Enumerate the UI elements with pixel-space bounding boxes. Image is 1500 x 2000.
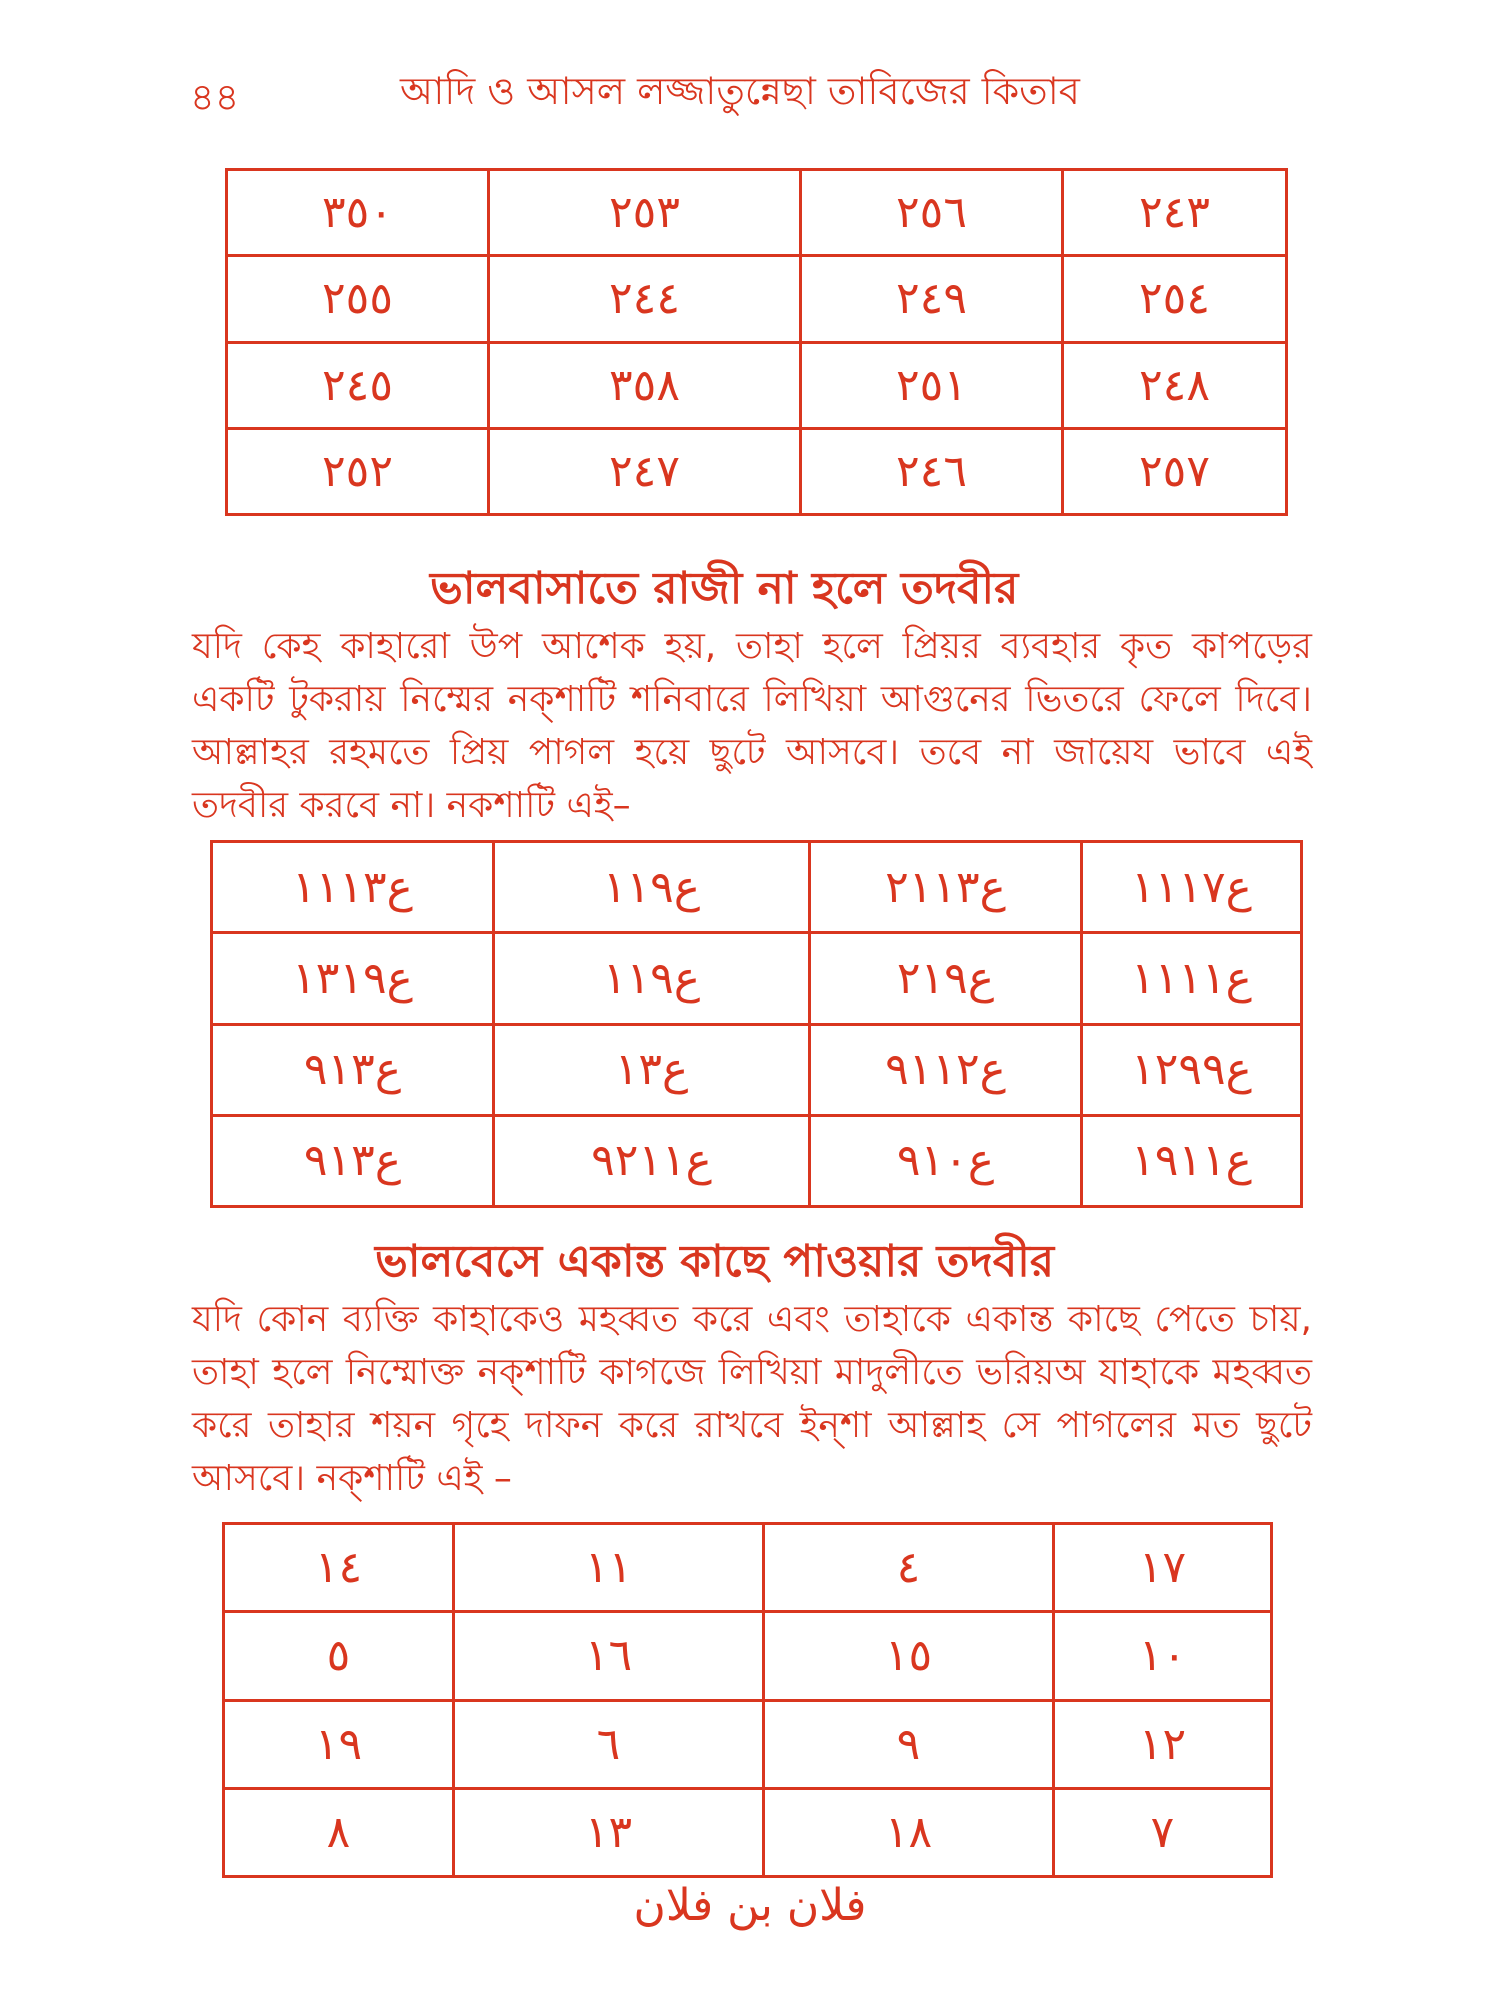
table-row: [212, 1115, 1302, 1206]
table-row: [224, 1788, 1272, 1876]
table-row: [227, 342, 1287, 428]
table-row: [212, 1024, 1302, 1115]
table-cell: ع١٢٩٩: [1082, 1024, 1302, 1115]
table-cell: ١٤: [224, 1524, 454, 1612]
table-cell: ع١١٩: [494, 842, 810, 933]
table-row: [227, 256, 1287, 342]
page-number: ৪৪: [190, 75, 240, 119]
table-cell: ٤: [764, 1524, 1054, 1612]
table-cell: ١٥: [764, 1612, 1054, 1700]
table-cell: ٢٤٤: [489, 256, 801, 342]
table-cell: ع٩١٣: [212, 1024, 494, 1115]
table-row: [212, 933, 1302, 1024]
table-cell: ٢٥٣: [489, 170, 801, 256]
table-cell: ١٦: [454, 1612, 764, 1700]
table-cell: ١٧: [1054, 1524, 1272, 1612]
table-row: [224, 1700, 1272, 1788]
table-cell: ٨: [224, 1788, 454, 1876]
table-cell: ١٣: [454, 1788, 764, 1876]
table-cell: ٢٤٦: [801, 428, 1063, 514]
table-cell: ١٨: [764, 1788, 1054, 1876]
table-cell: ٧: [1054, 1788, 1272, 1876]
table-row: [212, 842, 1302, 933]
table-cell: ٥: [224, 1612, 454, 1700]
table-cell: ٢٤٣: [1063, 170, 1287, 256]
table-cell: ع٩١١٢: [810, 1024, 1082, 1115]
section-1-paragraph: যদি কেহ কাহারো উপ আশেক হয়, তাহা হলে প্রিয়র ব্যবহার কৃত কাপড়ের একটি টুকরায় নিম্মের নক্শাটি শনিবারে লিখিয়া আগুনের ভিতরে ফেলে দিবে। আল্লাহর রহমতে প্রিয় পাগল হয়ে ছুটে আসবে। তবে না জায়েয ভাবে এই তদবীর করবে না। নকশাটি এই–: [192, 626, 1312, 826]
table-row: [224, 1524, 1272, 1612]
table-cell: ع١١١٧: [1082, 842, 1302, 933]
table-cell: ع٢١١٣: [810, 842, 1082, 933]
running-title: আদি ও আসল লজ্জাতুন্নেছা তাবিজের কিতাব: [400, 69, 1080, 113]
table-cell: ٣٥٠: [227, 170, 489, 256]
table-cell: ٢٥٤: [1063, 256, 1287, 342]
table-cell: ع٩١٣: [212, 1115, 494, 1206]
table-cell: ٢٥١: [801, 342, 1063, 428]
table-cell: ٢٤٥: [227, 342, 489, 428]
table-cell: ٢٥٧: [1063, 428, 1287, 514]
table-cell: ٢٥٦: [801, 170, 1063, 256]
table-row: [227, 428, 1287, 514]
table-cell: ع٩١٠: [810, 1115, 1082, 1206]
table-cell: ١٠: [1054, 1612, 1272, 1700]
section-2-paragraph: যদি কোন ব্যক্তি কাহাকেও মহব্বত করে এবং তাহাকে একান্ত কাছে পেতে চায়, তাহা হলে নিম্মোক্ত নক্শাটি কাগজে লিখিয়া মাদুলীতে ভরিয়অ যাহাকে মহব্বত করে তাহার শয়ন গৃহে দাফন করে রাখবে ইন্শা আল্লাহ সে পাগলের মত ছুটে আসবে। নক্শাটি এই –: [192, 1299, 1312, 1499]
table-cell: ٣٥٨: [489, 342, 801, 428]
table-cell: ع٢١٩: [810, 933, 1082, 1024]
table-cell: ٦: [454, 1700, 764, 1788]
table-cell: ٢٤٨: [1063, 342, 1287, 428]
table-cell: ع١١٩: [494, 933, 810, 1024]
table-cell: ١٢: [1054, 1700, 1272, 1788]
table-cell: ع٩٢١١: [494, 1115, 810, 1206]
table-cell: ع١١١٣: [212, 842, 494, 933]
table-cell: ٢٤٧: [489, 428, 801, 514]
table-cell: ع١٣١٩: [212, 933, 494, 1024]
table-row: [224, 1612, 1272, 1700]
table-1: [225, 168, 1288, 516]
table-cell: ع١٣: [494, 1024, 810, 1115]
table-cell: ٢٤٩: [801, 256, 1063, 342]
table-cell: ٩: [764, 1700, 1054, 1788]
table-3: [222, 1522, 1273, 1878]
table-cell: ع١٩١١: [1082, 1115, 1302, 1206]
table-row: [227, 170, 1287, 256]
table-cell: ٢٥٥: [227, 256, 489, 342]
footer-arabic-line: فلان بن فلان: [633, 1880, 867, 1931]
table-cell: ١٩: [224, 1700, 454, 1788]
section-1-heading: ভালবাসাতে রাজী না হলে তদবীর: [430, 563, 1019, 614]
table-2: [210, 840, 1303, 1208]
table-cell: ١١: [454, 1524, 764, 1612]
table-cell: ٢٥٢: [227, 428, 489, 514]
table-cell: ع١١١١: [1082, 933, 1302, 1024]
section-2-heading: ভালবেসে একান্ত কাছে পাওয়ার তদবীর: [375, 1236, 1055, 1287]
